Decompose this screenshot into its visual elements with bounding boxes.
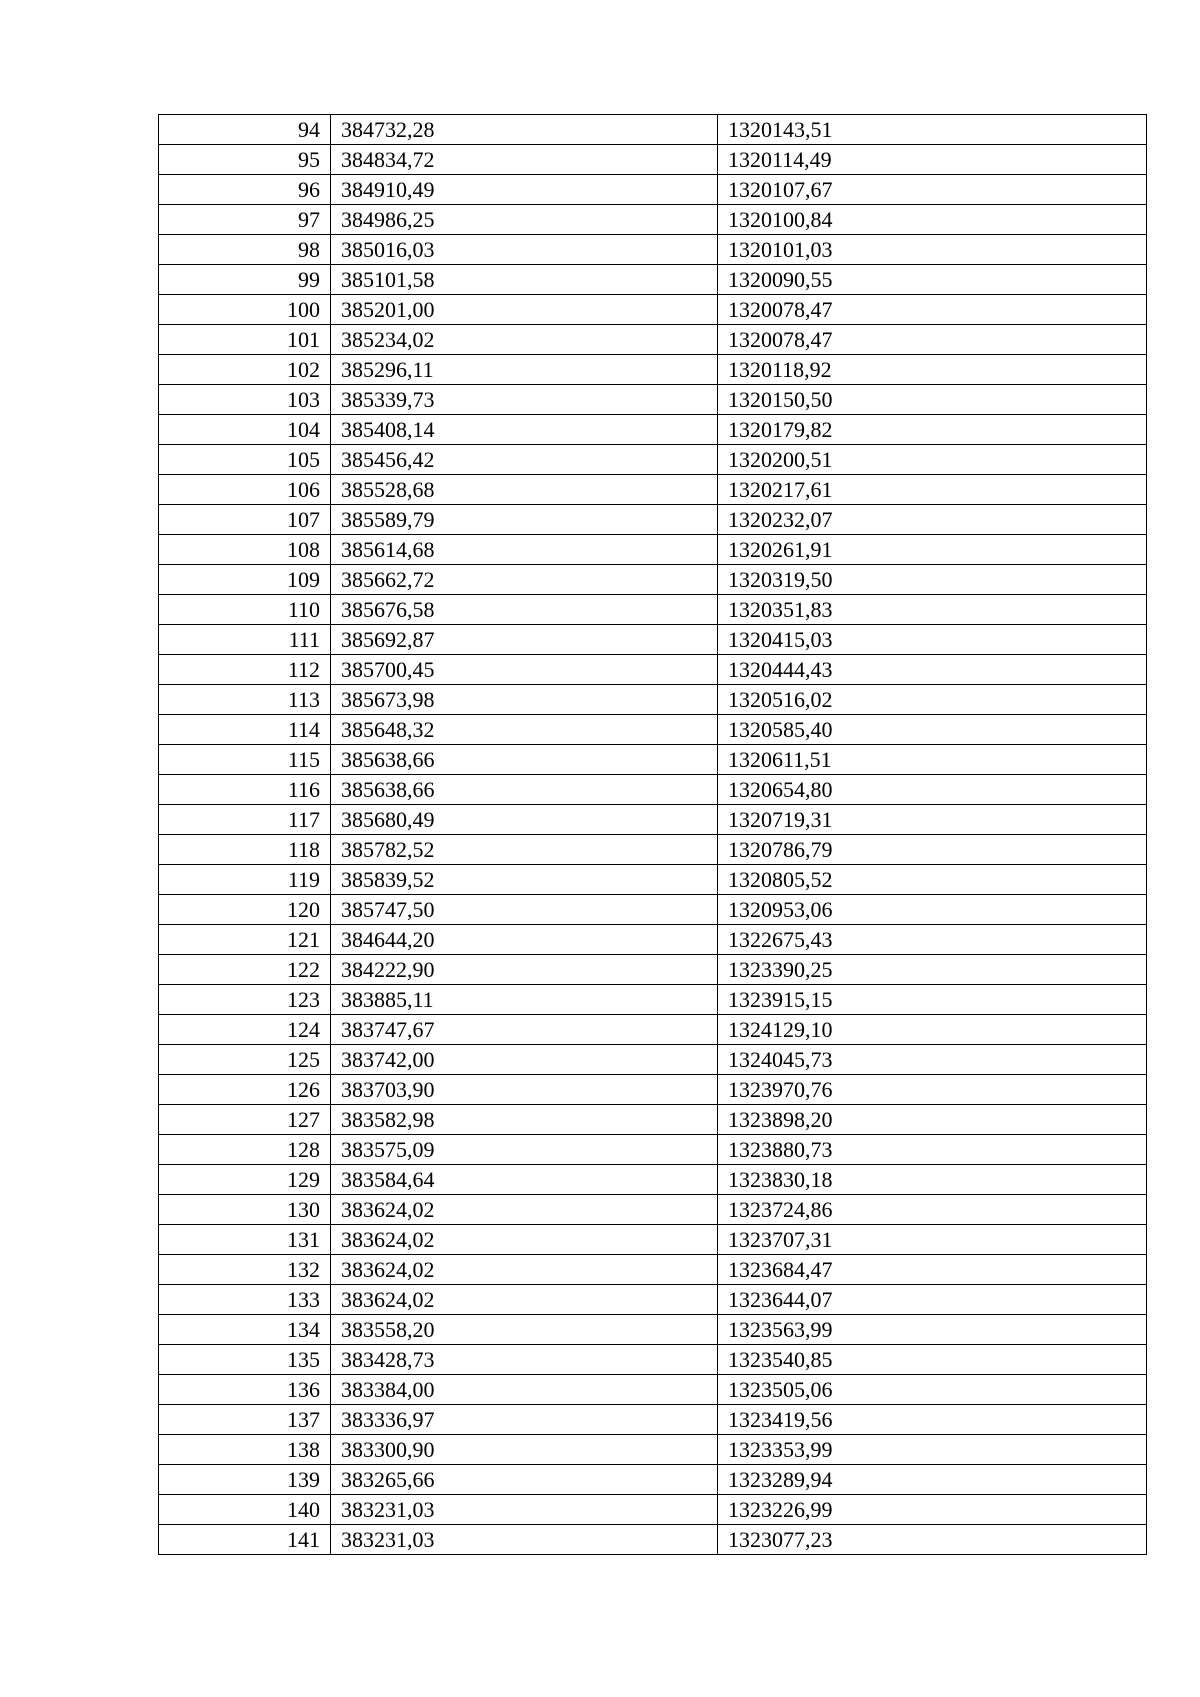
point-number-cell: 121	[159, 925, 331, 955]
point-number-cell: 123	[159, 985, 331, 1015]
y-coordinate-cell: 1320786,79	[718, 835, 1147, 865]
point-number-cell: 115	[159, 745, 331, 775]
table-row	[159, 1255, 1147, 1285]
y-coordinate-cell: 1323540,85	[718, 1345, 1147, 1375]
x-coordinate-cell: 385839,52	[331, 865, 718, 895]
y-coordinate-cell: 1323644,07	[718, 1285, 1147, 1315]
point-number-cell: 95	[159, 145, 331, 175]
x-coordinate-cell: 383231,03	[331, 1525, 718, 1555]
table-row	[159, 745, 1147, 775]
y-coordinate-cell: 1320585,40	[718, 715, 1147, 745]
table-row	[159, 955, 1147, 985]
point-number-cell: 141	[159, 1525, 331, 1555]
y-coordinate-cell: 1323684,47	[718, 1255, 1147, 1285]
point-number-cell: 97	[159, 205, 331, 235]
table-row	[159, 475, 1147, 505]
x-coordinate-cell: 385589,79	[331, 505, 718, 535]
y-coordinate-cell: 1320217,61	[718, 475, 1147, 505]
point-number-cell: 101	[159, 325, 331, 355]
point-number-cell: 130	[159, 1195, 331, 1225]
y-coordinate-cell: 1320611,51	[718, 745, 1147, 775]
table-row	[159, 295, 1147, 325]
point-number-cell: 126	[159, 1075, 331, 1105]
x-coordinate-cell: 385201,00	[331, 295, 718, 325]
point-number-cell: 103	[159, 385, 331, 415]
y-coordinate-cell: 1320232,07	[718, 505, 1147, 535]
point-number-cell: 108	[159, 535, 331, 565]
x-coordinate-cell: 385528,68	[331, 475, 718, 505]
x-coordinate-cell: 385700,45	[331, 655, 718, 685]
y-coordinate-cell: 1320078,47	[718, 325, 1147, 355]
point-number-cell: 113	[159, 685, 331, 715]
table-row	[159, 505, 1147, 535]
point-number-cell: 104	[159, 415, 331, 445]
table-row	[159, 805, 1147, 835]
x-coordinate-cell: 383624,02	[331, 1195, 718, 1225]
y-coordinate-cell: 1323830,18	[718, 1165, 1147, 1195]
y-coordinate-cell: 1320805,52	[718, 865, 1147, 895]
y-coordinate-cell: 1323289,94	[718, 1465, 1147, 1495]
x-coordinate-cell: 383582,98	[331, 1105, 718, 1135]
y-coordinate-cell: 1320719,31	[718, 805, 1147, 835]
point-number-cell: 128	[159, 1135, 331, 1165]
point-number-cell: 98	[159, 235, 331, 265]
table-row	[159, 145, 1147, 175]
x-coordinate-cell: 384732,28	[331, 115, 718, 145]
x-coordinate-cell: 385296,11	[331, 355, 718, 385]
table-row	[159, 1465, 1147, 1495]
point-number-cell: 112	[159, 655, 331, 685]
table-row	[159, 535, 1147, 565]
y-coordinate-cell: 1320090,55	[718, 265, 1147, 295]
x-coordinate-cell: 383300,90	[331, 1435, 718, 1465]
point-number-cell: 134	[159, 1315, 331, 1345]
point-number-cell: 129	[159, 1165, 331, 1195]
table-row	[159, 445, 1147, 475]
x-coordinate-cell: 385673,98	[331, 685, 718, 715]
table-row	[159, 1345, 1147, 1375]
table-row	[159, 625, 1147, 655]
point-number-cell: 138	[159, 1435, 331, 1465]
point-number-cell: 117	[159, 805, 331, 835]
table-row	[159, 235, 1147, 265]
y-coordinate-cell: 1323970,76	[718, 1075, 1147, 1105]
coordinates-table-body	[159, 115, 1147, 1555]
point-number-cell: 100	[159, 295, 331, 325]
x-coordinate-cell: 383575,09	[331, 1135, 718, 1165]
x-coordinate-cell: 383265,66	[331, 1465, 718, 1495]
y-coordinate-cell: 1322675,43	[718, 925, 1147, 955]
point-number-cell: 118	[159, 835, 331, 865]
x-coordinate-cell: 385339,73	[331, 385, 718, 415]
point-number-cell: 139	[159, 1465, 331, 1495]
x-coordinate-cell: 383624,02	[331, 1285, 718, 1315]
x-coordinate-cell: 384644,20	[331, 925, 718, 955]
point-number-cell: 110	[159, 595, 331, 625]
x-coordinate-cell: 383742,00	[331, 1045, 718, 1075]
table-row	[159, 1375, 1147, 1405]
point-number-cell: 136	[159, 1375, 331, 1405]
table-row	[159, 325, 1147, 355]
point-number-cell: 135	[159, 1345, 331, 1375]
table-row	[159, 775, 1147, 805]
x-coordinate-cell: 385782,52	[331, 835, 718, 865]
x-coordinate-cell: 383428,73	[331, 1345, 718, 1375]
table-row	[159, 355, 1147, 385]
coordinates-table	[158, 114, 1147, 1555]
y-coordinate-cell: 1320654,80	[718, 775, 1147, 805]
y-coordinate-cell: 1320150,50	[718, 385, 1147, 415]
x-coordinate-cell: 383747,67	[331, 1015, 718, 1045]
x-coordinate-cell: 383624,02	[331, 1225, 718, 1255]
y-coordinate-cell: 1320179,82	[718, 415, 1147, 445]
table-row	[159, 925, 1147, 955]
table-row	[159, 895, 1147, 925]
table-row	[159, 685, 1147, 715]
table-row	[159, 655, 1147, 685]
point-number-cell: 127	[159, 1105, 331, 1135]
x-coordinate-cell: 385676,58	[331, 595, 718, 625]
point-number-cell: 119	[159, 865, 331, 895]
table-row	[159, 1315, 1147, 1345]
y-coordinate-cell: 1323419,56	[718, 1405, 1147, 1435]
y-coordinate-cell: 1323353,99	[718, 1435, 1147, 1465]
point-number-cell: 102	[159, 355, 331, 385]
table-row	[159, 175, 1147, 205]
point-number-cell: 122	[159, 955, 331, 985]
x-coordinate-cell: 385680,49	[331, 805, 718, 835]
y-coordinate-cell: 1323226,99	[718, 1495, 1147, 1525]
x-coordinate-cell: 384222,90	[331, 955, 718, 985]
x-coordinate-cell: 385016,03	[331, 235, 718, 265]
table-row	[159, 1135, 1147, 1165]
point-number-cell: 114	[159, 715, 331, 745]
point-number-cell: 120	[159, 895, 331, 925]
x-coordinate-cell: 385638,66	[331, 775, 718, 805]
table-row	[159, 985, 1147, 1015]
x-coordinate-cell: 385692,87	[331, 625, 718, 655]
table-row	[159, 1165, 1147, 1195]
table-row	[159, 565, 1147, 595]
table-row	[159, 1495, 1147, 1525]
y-coordinate-cell: 1320078,47	[718, 295, 1147, 325]
table-row	[159, 1015, 1147, 1045]
x-coordinate-cell: 383384,00	[331, 1375, 718, 1405]
y-coordinate-cell: 1320261,91	[718, 535, 1147, 565]
y-coordinate-cell: 1323898,20	[718, 1105, 1147, 1135]
y-coordinate-cell: 1320953,06	[718, 895, 1147, 925]
x-coordinate-cell: 383624,02	[331, 1255, 718, 1285]
point-number-cell: 125	[159, 1045, 331, 1075]
point-number-cell: 107	[159, 505, 331, 535]
table-row	[159, 1435, 1147, 1465]
table-row	[159, 865, 1147, 895]
table-row	[159, 1105, 1147, 1135]
point-number-cell: 140	[159, 1495, 331, 1525]
y-coordinate-cell: 1320351,83	[718, 595, 1147, 625]
x-coordinate-cell: 385638,66	[331, 745, 718, 775]
table-row	[159, 1225, 1147, 1255]
table-row	[159, 385, 1147, 415]
point-number-cell: 96	[159, 175, 331, 205]
x-coordinate-cell: 385408,14	[331, 415, 718, 445]
table-row	[159, 415, 1147, 445]
x-coordinate-cell: 383703,90	[331, 1075, 718, 1105]
point-number-cell: 106	[159, 475, 331, 505]
x-coordinate-cell: 383885,11	[331, 985, 718, 1015]
y-coordinate-cell: 1320114,49	[718, 145, 1147, 175]
y-coordinate-cell: 1320100,84	[718, 205, 1147, 235]
y-coordinate-cell: 1324045,73	[718, 1045, 1147, 1075]
point-number-cell: 105	[159, 445, 331, 475]
y-coordinate-cell: 1324129,10	[718, 1015, 1147, 1045]
x-coordinate-cell: 385747,50	[331, 895, 718, 925]
y-coordinate-cell: 1323915,15	[718, 985, 1147, 1015]
y-coordinate-cell: 1320101,03	[718, 235, 1147, 265]
point-number-cell: 133	[159, 1285, 331, 1315]
x-coordinate-cell: 383231,03	[331, 1495, 718, 1525]
table-row	[159, 1525, 1147, 1555]
x-coordinate-cell: 385662,72	[331, 565, 718, 595]
x-coordinate-cell: 385648,32	[331, 715, 718, 745]
y-coordinate-cell: 1320107,67	[718, 175, 1147, 205]
point-number-cell: 124	[159, 1015, 331, 1045]
table-row	[159, 1405, 1147, 1435]
table-row	[159, 205, 1147, 235]
y-coordinate-cell: 1323505,06	[718, 1375, 1147, 1405]
x-coordinate-cell: 383558,20	[331, 1315, 718, 1345]
point-number-cell: 94	[159, 115, 331, 145]
table-row	[159, 1075, 1147, 1105]
point-number-cell: 109	[159, 565, 331, 595]
y-coordinate-cell: 1320319,50	[718, 565, 1147, 595]
x-coordinate-cell: 384986,25	[331, 205, 718, 235]
y-coordinate-cell: 1323724,86	[718, 1195, 1147, 1225]
point-number-cell: 99	[159, 265, 331, 295]
y-coordinate-cell: 1320516,02	[718, 685, 1147, 715]
table-row	[159, 715, 1147, 745]
y-coordinate-cell: 1323563,99	[718, 1315, 1147, 1345]
y-coordinate-cell: 1320200,51	[718, 445, 1147, 475]
table-row	[159, 595, 1147, 625]
point-number-cell: 116	[159, 775, 331, 805]
table-row	[159, 1195, 1147, 1225]
x-coordinate-cell: 383336,97	[331, 1405, 718, 1435]
y-coordinate-cell: 1323390,25	[718, 955, 1147, 985]
x-coordinate-cell: 384910,49	[331, 175, 718, 205]
table-row	[159, 115, 1147, 145]
x-coordinate-cell: 385614,68	[331, 535, 718, 565]
x-coordinate-cell: 385234,02	[331, 325, 718, 355]
x-coordinate-cell: 383584,64	[331, 1165, 718, 1195]
y-coordinate-cell: 1320444,43	[718, 655, 1147, 685]
table-row	[159, 835, 1147, 865]
y-coordinate-cell: 1320415,03	[718, 625, 1147, 655]
table-row	[159, 1045, 1147, 1075]
x-coordinate-cell: 384834,72	[331, 145, 718, 175]
y-coordinate-cell: 1323880,73	[718, 1135, 1147, 1165]
table-row	[159, 1285, 1147, 1315]
point-number-cell: 132	[159, 1255, 331, 1285]
x-coordinate-cell: 385456,42	[331, 445, 718, 475]
y-coordinate-cell: 1320143,51	[718, 115, 1147, 145]
x-coordinate-cell: 385101,58	[331, 265, 718, 295]
y-coordinate-cell: 1320118,92	[718, 355, 1147, 385]
y-coordinate-cell: 1323707,31	[718, 1225, 1147, 1255]
point-number-cell: 111	[159, 625, 331, 655]
point-number-cell: 137	[159, 1405, 331, 1435]
y-coordinate-cell: 1323077,23	[718, 1525, 1147, 1555]
table-row	[159, 265, 1147, 295]
point-number-cell: 131	[159, 1225, 331, 1255]
